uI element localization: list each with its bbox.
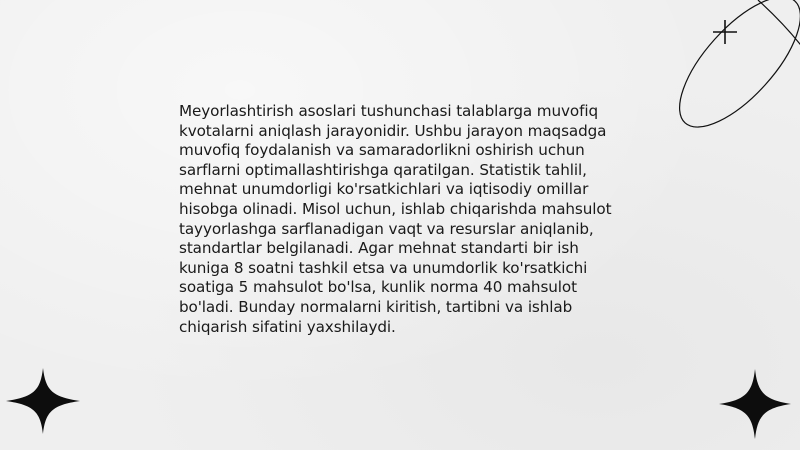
- four-point-star-icon: [719, 369, 791, 439]
- body-paragraph: Meyorlashtirish asoslari tushunchasi talablarga muvofiq kvotalarni aniqlash jarayonidir. Ushbu jarayon maqsadga muvofiq foydalanish va samaradorlikni oshirish uchun sarflarni optimallashtirishga qaratilgan. Statistik tahlil, mehnat unumdorligi ko'rsatkichlari va iqtisodiy omillar hisobga olinadi. Misol uchun, ishlab chiqarishda mahsulot tayyorlashga sarflanadigan vaqt va resurslar aniqlanib, standartlar belgilanadi. Agar mehnat standarti bir ish kuniga 8 soatni tashkil etsa va unumdorlik ko'rsatkichi soatiga 5 mahsulot bo'lsa, kunlik norma 40 mahsulot bo'ladi. Bunday normalarni kiritish, tartibni va ishlab chiqarish sifatini yaxshilaydi.: [179, 102, 612, 336]
- orbit-lines-icon: [640, 0, 800, 150]
- four-point-star-icon: [6, 368, 80, 434]
